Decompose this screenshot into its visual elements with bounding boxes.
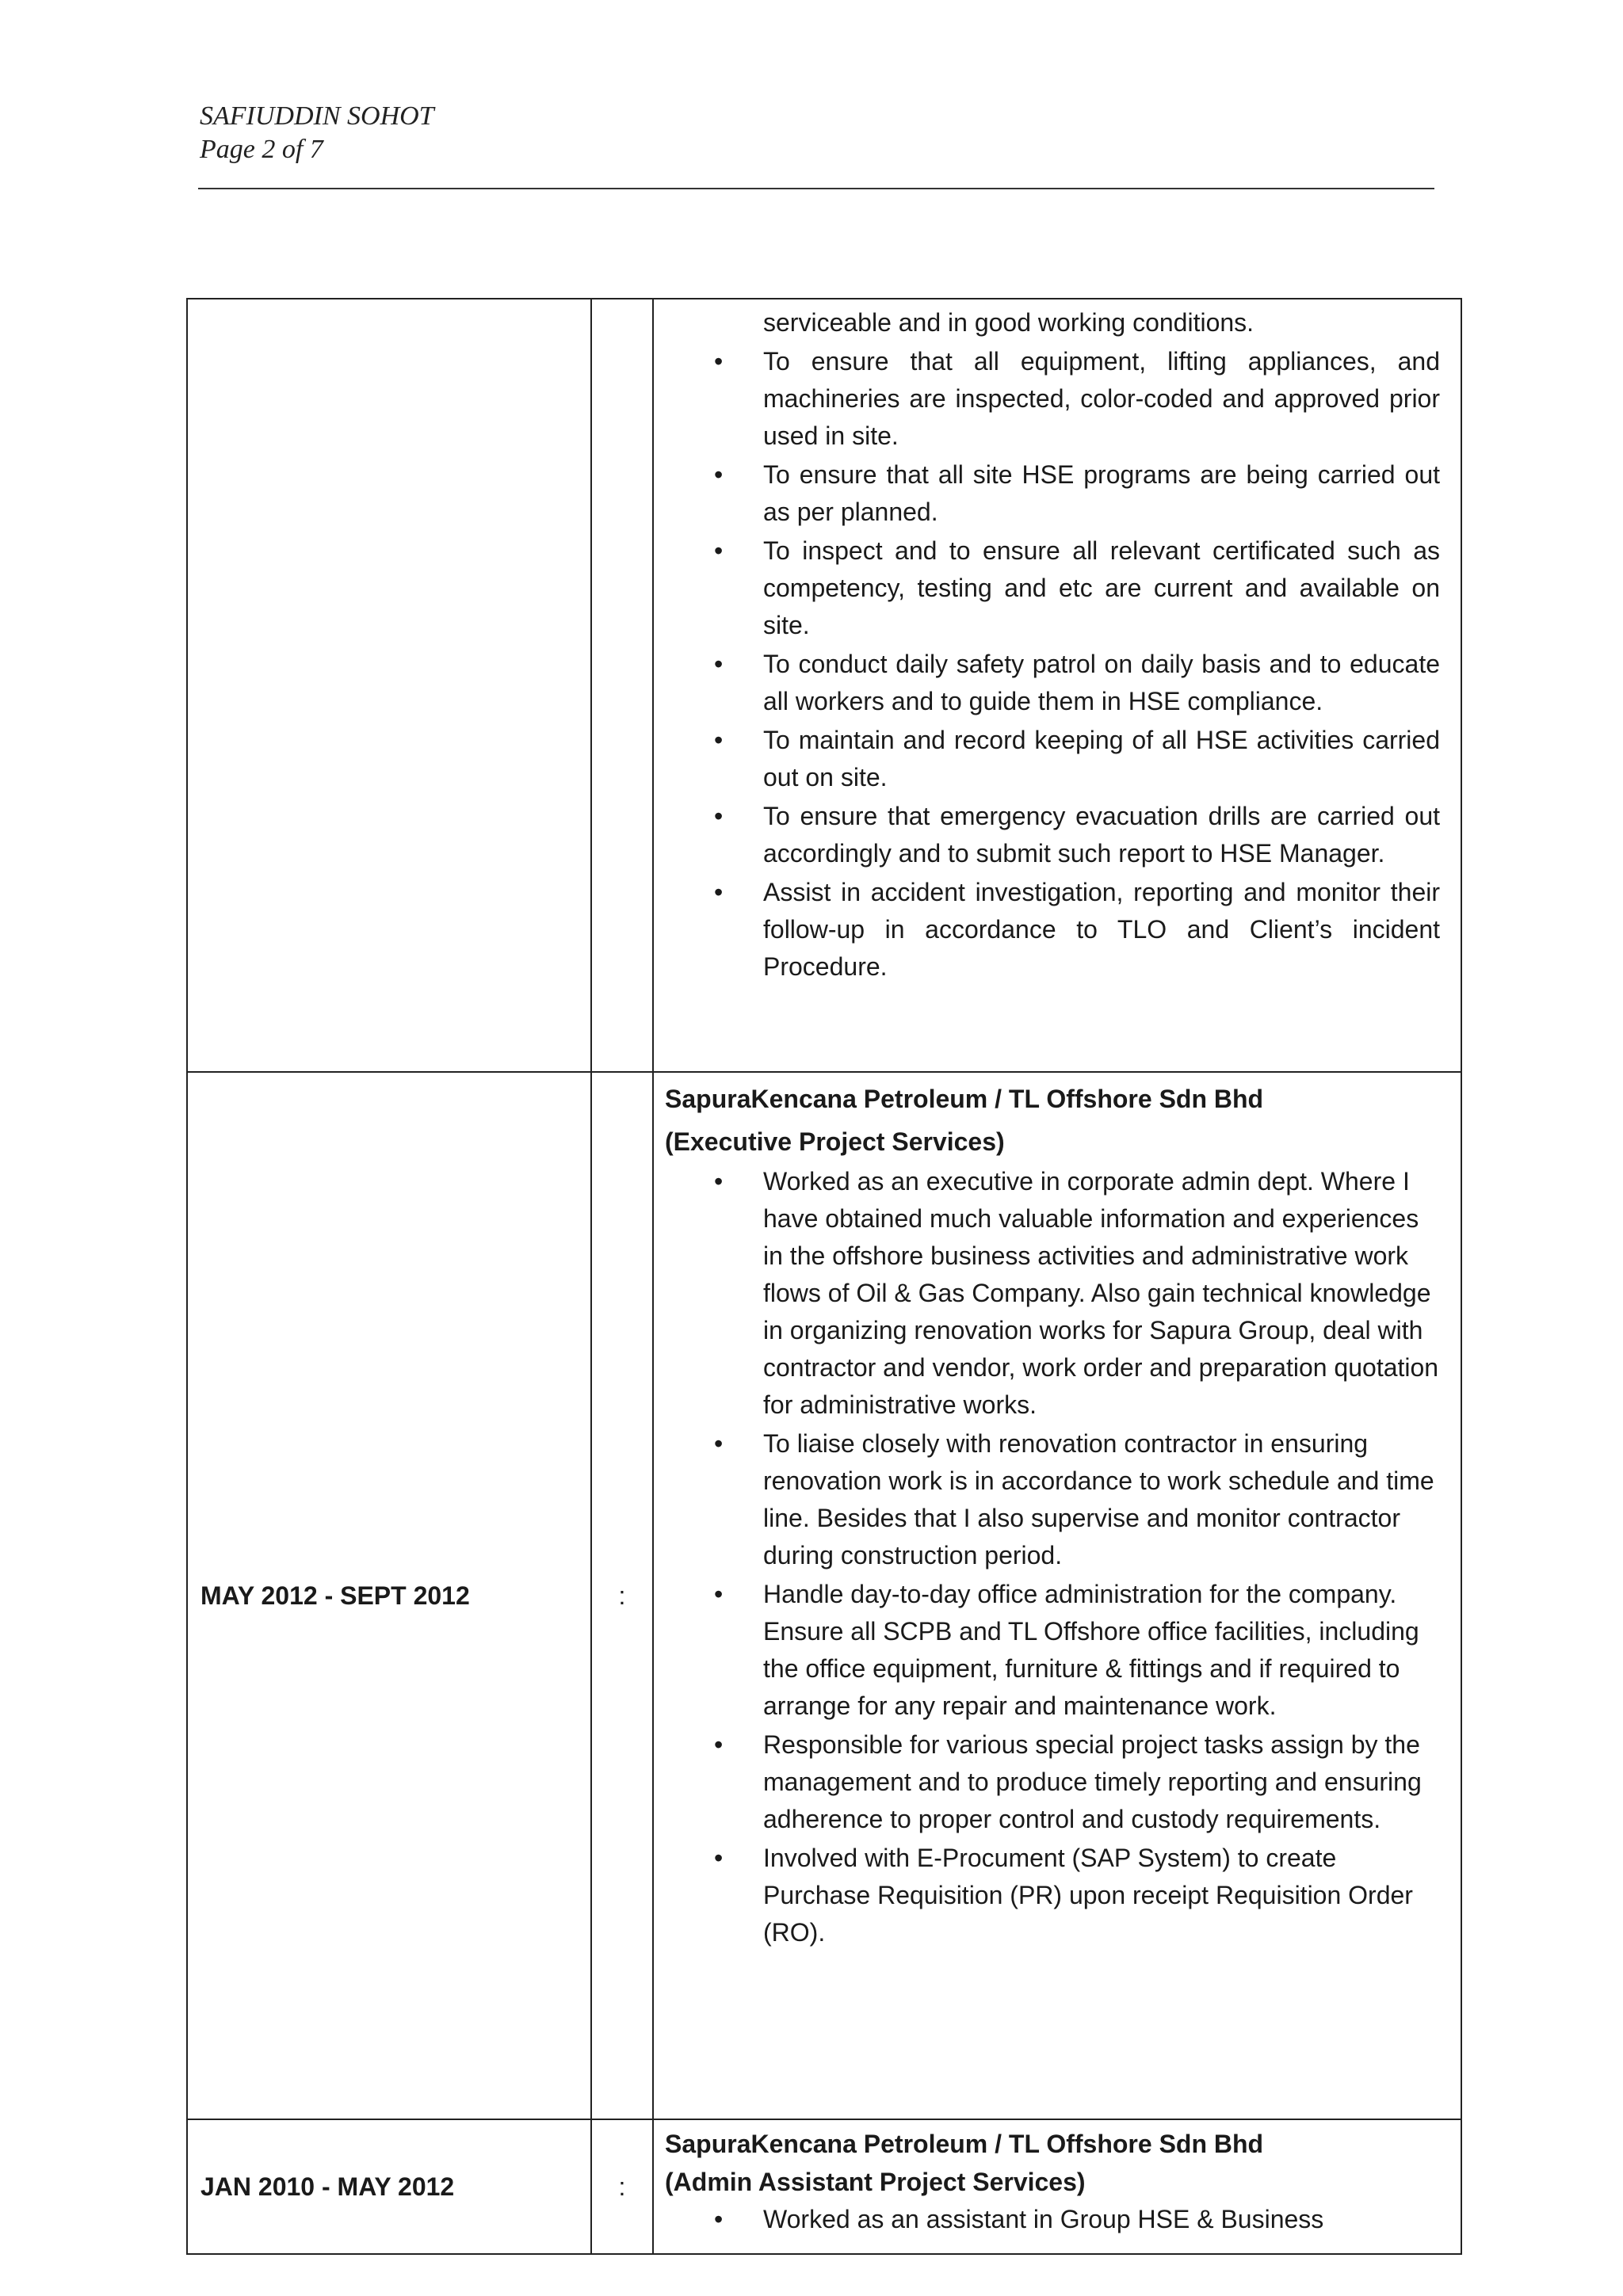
duty-item: • Responsible for various special project tasks assign by the management and to produce timely reporting and ensuring adherence to proper control and custody requirements.: [665, 1726, 1440, 1838]
duty-item: • To ensure that all site HSE programs are being carried out as per planned.: [665, 456, 1440, 531]
experience-description: [653, 2119, 1461, 2254]
experience-row-admin-assistant: [187, 2119, 1461, 2254]
header-name: SAFIUDDIN SOHOT: [200, 101, 434, 131]
job-title: (Executive Project Services): [665, 1127, 1005, 1156]
experience-description: [653, 299, 1461, 1072]
duty-continuation: serviceable and in good working conditions.: [763, 308, 1254, 337]
experience-separator: :: [591, 1072, 653, 2119]
duty-item: • Involved with E-Procument (SAP System) to create Purchase Requisition (PR) upon receipt Requisition Order (RO).: [665, 1840, 1440, 1951]
header-page-number: Page 2 of 7: [200, 135, 323, 164]
duty-item: • Worked as an assistant in Group HSE & Business: [665, 2201, 1440, 2238]
duty-item: • To liaise closely with renovation contractor in ensuring renovation work is in accordance to work schedule and time line. Besides that I also supervise and monitor contractor during construction period.: [665, 1425, 1440, 1574]
experience-description: [653, 1072, 1461, 2119]
job-title: (Admin Assistant Project Services): [665, 2168, 1086, 2196]
duty-list: [665, 343, 1440, 986]
duty-list: [665, 1163, 1440, 1951]
company-name: SapuraKencana Petroleum / TL Offshore Sdn Bhd: [665, 2130, 1264, 2158]
experience-row-executive: [187, 1072, 1461, 2119]
experience-row-continued: [187, 299, 1461, 1072]
experience-date: [187, 299, 591, 1072]
duty-item: • To inspect and to ensure all relevant certificated such as competency, testing and etc are current and available on site.: [665, 532, 1440, 644]
page-header: [200, 100, 1433, 166]
duty-item: • To ensure that emergency evacuation drills are carried out accordingly and to submit such report to HSE Manager.: [665, 798, 1440, 872]
duty-list: [665, 2201, 1440, 2238]
duty-item: • To conduct daily safety patrol on daily basis and to educate all workers and to guide them in HSE compliance.: [665, 646, 1440, 720]
experience-date: JAN 2010 - MAY 2012: [187, 2119, 591, 2254]
experience-date: MAY 2012 - SEPT 2012: [187, 1072, 591, 2119]
duty-item: • Worked as an executive in corporate admin dept. Where I have obtained much valuable information and experiences in the offshore business activities and administrative work flows of Oil & Gas Company. Also gain technical knowledge in organizing renovation works for Sapura Group, deal with contractor and vendor, work order and preparation quotation for administrative works.: [665, 1163, 1440, 1424]
experience-separator: :: [591, 2119, 653, 2254]
header-divider: [198, 188, 1434, 189]
company-name: SapuraKencana Petroleum / TL Offshore Sdn Bhd: [665, 1085, 1264, 1113]
duty-item: • To maintain and record keeping of all HSE activities carried out on site.: [665, 722, 1440, 796]
experience-table: [186, 298, 1462, 2255]
duty-item: • To ensure that all equipment, lifting appliances, and machineries are inspected, color-coded and approved prior used in site.: [665, 343, 1440, 455]
experience-separator: [591, 299, 653, 1072]
duty-item: • Assist in accident investigation, reporting and monitor their follow-up in accordance to TLO and Client’s incident Procedure.: [665, 874, 1440, 986]
duty-item: • Handle day-to-day office administration for the company. Ensure all SCPB and TL Offshore office facilities, including the office equipment, furniture & fittings and if required to arrange for any repair and maintenance work.: [665, 1576, 1440, 1725]
